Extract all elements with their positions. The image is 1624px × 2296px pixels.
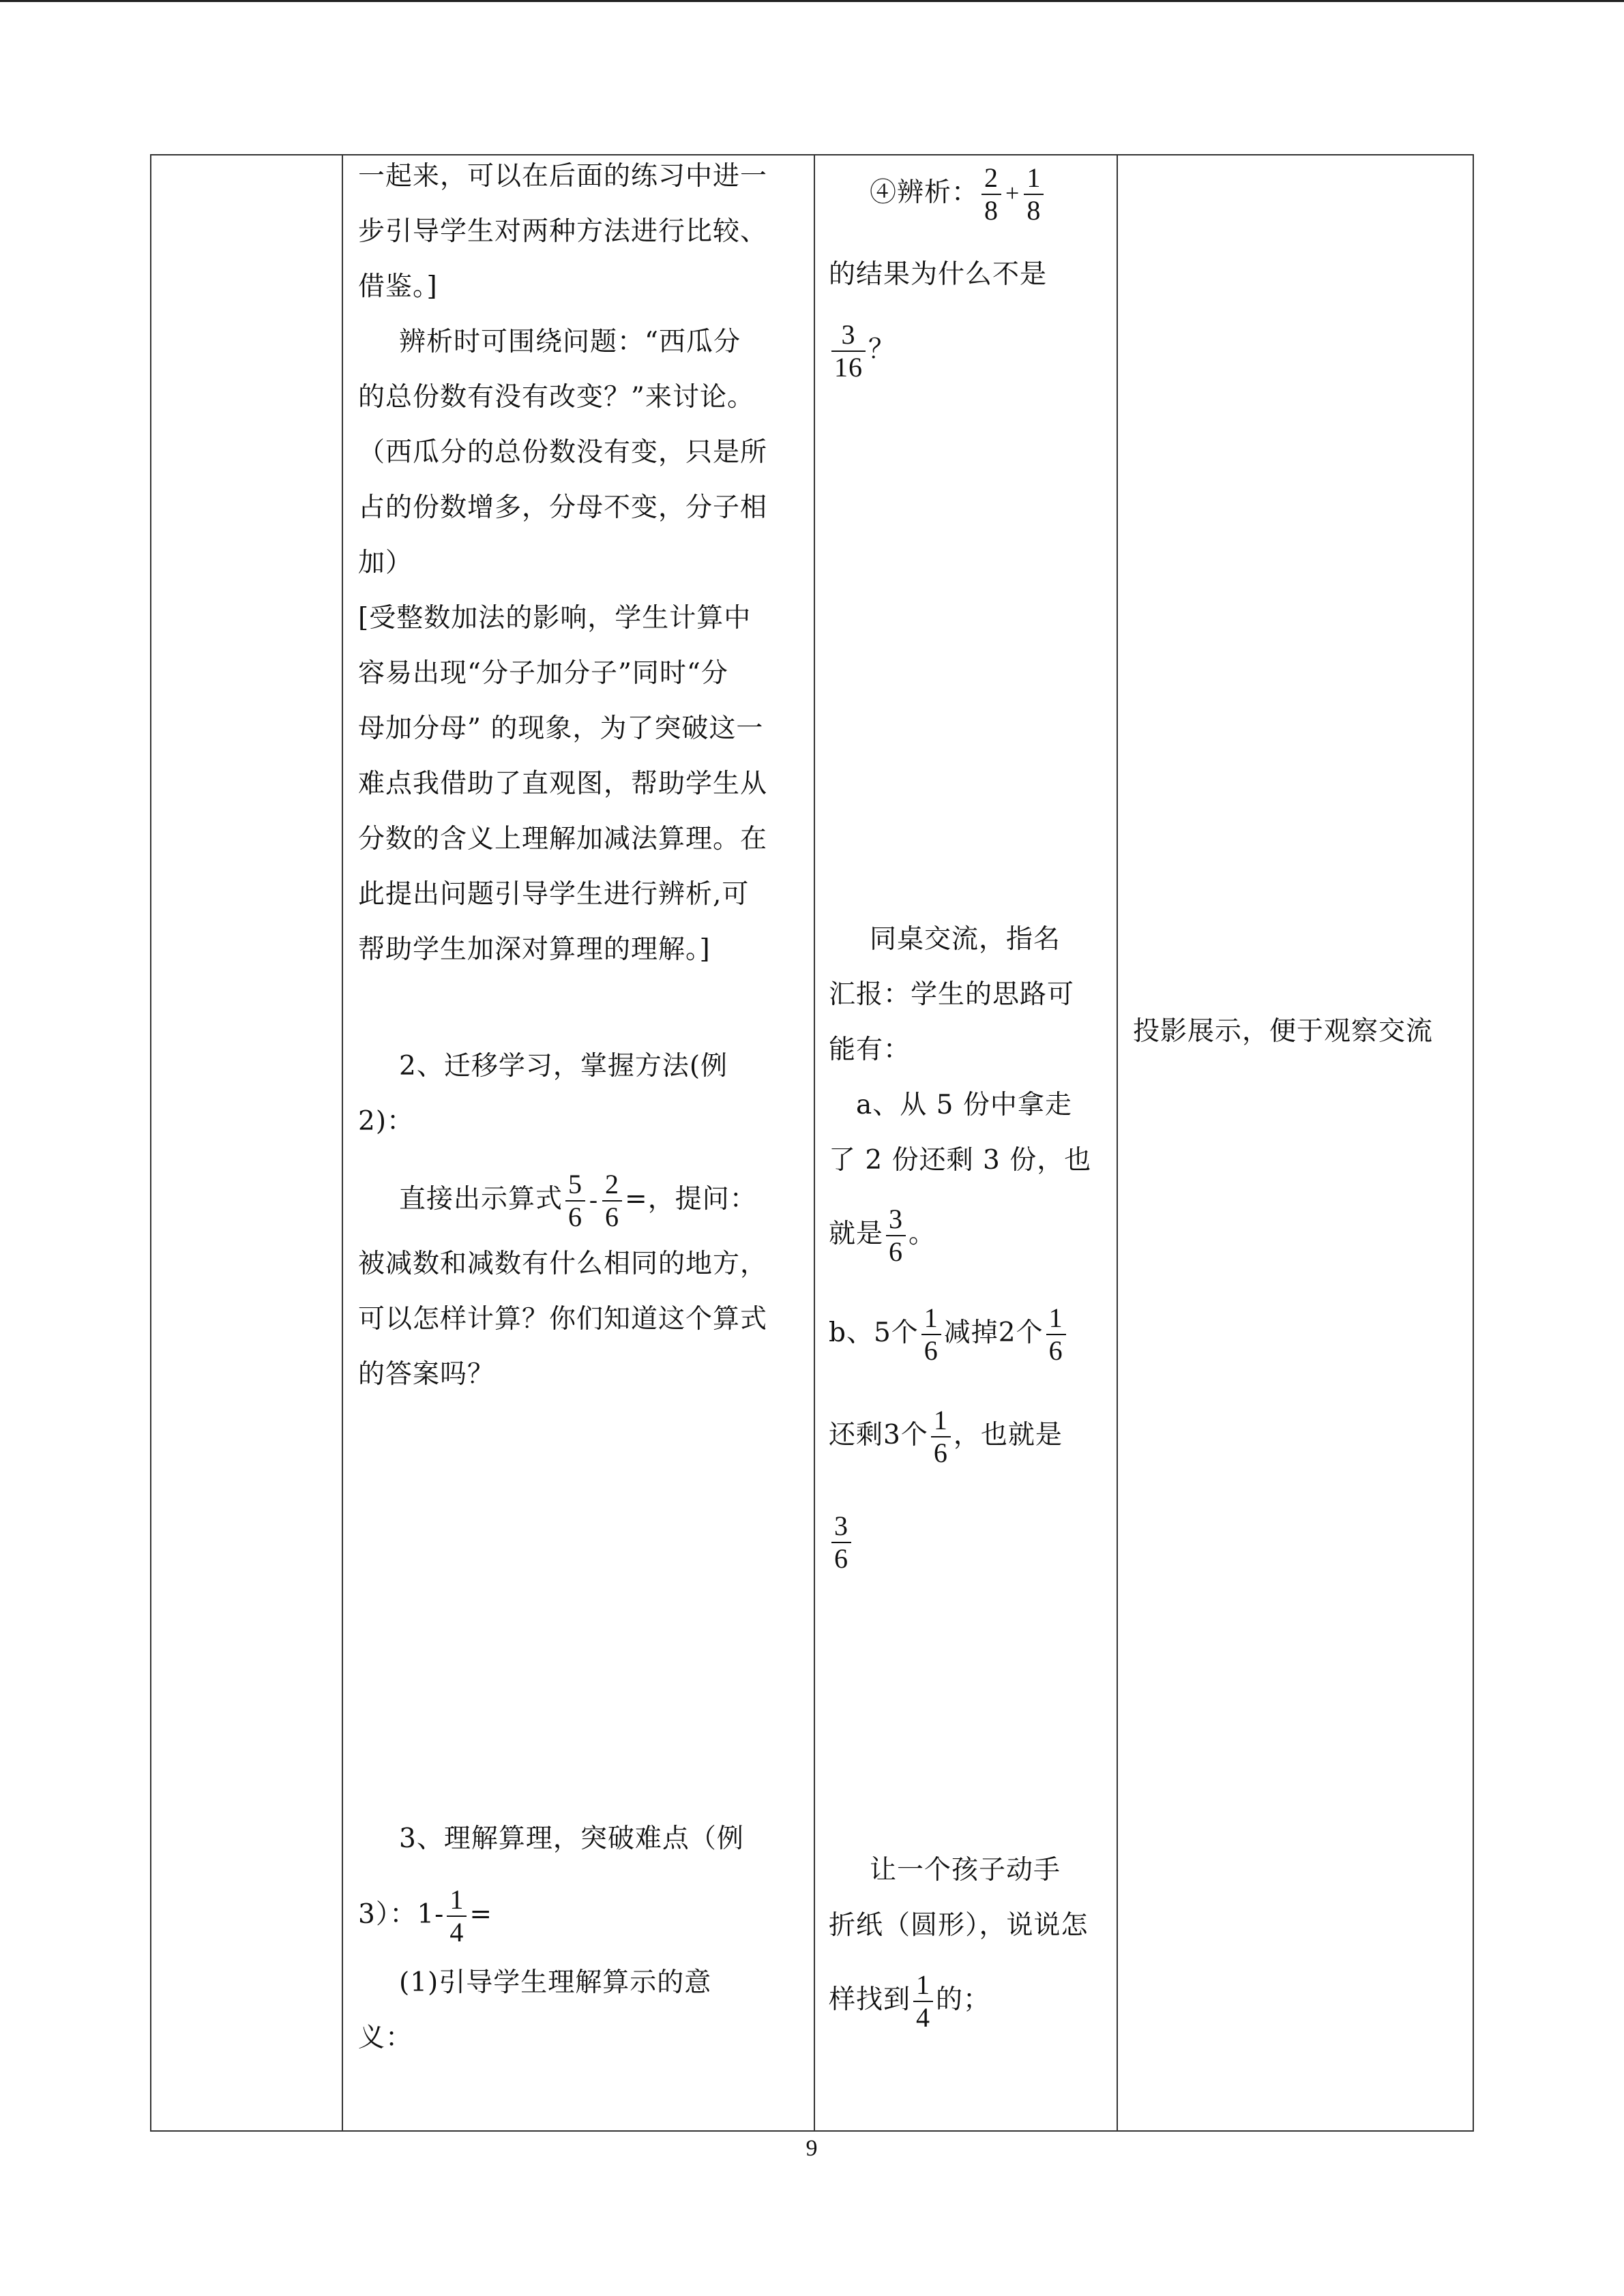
numerator: 2 (605, 1169, 620, 1199)
text-line: 可以怎样计算？你们知道这个算式 (358, 1304, 768, 1335)
text-line: 的答案吗？ (358, 1359, 495, 1390)
minus-sign: - (589, 1186, 599, 1213)
denominator: 6 (921, 1334, 941, 1367)
text-span: 减掉2个 (943, 1317, 1044, 1348)
numerator: 1 (1027, 162, 1042, 193)
top-border-line (0, 0, 1624, 2)
formula-line (829, 319, 896, 383)
denominator: 4 (447, 1915, 467, 1948)
denominator: 6 (886, 1235, 906, 1268)
fraction (831, 1510, 851, 1575)
text-line: 的总份数有没有改变？”来讨论。 (358, 382, 754, 413)
text-line: 让一个孩子动手 (870, 1855, 1061, 1885)
text-span: 样找到 (829, 1984, 911, 2015)
plus-sign: + (1005, 179, 1020, 207)
teacher-activity-cell (343, 155, 814, 2130)
numerator: 1 (916, 1969, 931, 2000)
denominator: 6 (831, 1542, 851, 1575)
text-line: 步引导学生对两种方法进行比较、 (358, 216, 768, 247)
text-line: 投影展示，便于观察交流 (1133, 1016, 1434, 1047)
fraction (1046, 1302, 1066, 1367)
formula-line (399, 1169, 757, 1233)
numerator: 1 (449, 1884, 464, 1915)
fraction (602, 1169, 622, 1233)
text-line: 容易出现“分子加分子”同时“分 (358, 658, 728, 689)
denominator: 8 (981, 194, 1001, 226)
formula-line (870, 162, 1046, 226)
text-line: 辨析时可围绕问题：“西瓜分 (399, 327, 741, 357)
formula-line (829, 1204, 936, 1268)
student-activity-cell (815, 155, 1117, 2130)
numerator: 1 (1048, 1302, 1063, 1333)
numerator: 1 (933, 1405, 948, 1435)
text-line: 的结果为什么不是 (829, 259, 1048, 290)
denominator: 8 (1024, 194, 1044, 226)
text-line: 同桌交流，指名 (870, 924, 1061, 955)
text-line: 被减数和减数有什么相同的地方， (358, 1249, 768, 1279)
text-line: 帮助学生加深对算理的理解。] (358, 934, 711, 965)
fraction (447, 1884, 467, 1948)
denominator: 4 (913, 2001, 933, 2033)
text-line: 难点我借助了直观图，帮助学生从 (358, 769, 768, 799)
section-heading: 2、迁移学习，掌握方法(例 (399, 1051, 728, 1082)
text-span: ④辨析： (870, 177, 979, 208)
numerator: 2 (984, 162, 999, 193)
numerator: 3 (841, 319, 856, 350)
text-line: 借鉴。] (358, 271, 438, 302)
text-line: (1)引导学生理解算示的意 (399, 1967, 712, 1998)
numerator: 5 (568, 1169, 583, 1199)
text-span: 直接出示算式 (399, 1184, 563, 1214)
denominator: 16 (831, 351, 866, 383)
fraction (565, 1169, 585, 1233)
denominator: 6 (1046, 1334, 1066, 1367)
text-line: 占的份数增多，分母不变，分子相 (358, 492, 768, 523)
text-span: 就是 (829, 1219, 884, 1249)
text-span: 还剩3个 (829, 1420, 928, 1450)
text-line: [受整数加法的影响，学生计算中 (358, 603, 752, 633)
formula-line (829, 1302, 1069, 1367)
text-span: 3）：1- (358, 1899, 445, 1930)
stage-column-cell (151, 155, 342, 2130)
text-span: = (469, 1899, 492, 1930)
fraction (886, 1204, 906, 1268)
text-line: 此提出问题引导学生进行辨析,可 (358, 879, 750, 910)
fraction (831, 319, 866, 383)
text-line: a、从 5 份中拿走 (856, 1090, 1072, 1120)
text-line: 一起来，可以在后面的练习中进一 (358, 161, 768, 192)
text-line: 分数的含义上理解加减法算理。在 (358, 824, 768, 854)
text-span: =，提问： (625, 1184, 757, 1214)
text-line: 加） (358, 548, 413, 578)
text-line: 义： (358, 2023, 413, 2053)
numerator: 1 (924, 1302, 939, 1333)
text-line: 了 2 份还剩 3 份，也 (829, 1145, 1092, 1176)
fraction (913, 1969, 933, 2033)
page-number: 9 (806, 2136, 818, 2161)
fraction (981, 162, 1001, 226)
text-line: 母加分母” 的现象，为了突破这一 (358, 713, 764, 744)
design-intent-cell (1118, 155, 1473, 2130)
fraction (921, 1302, 941, 1367)
fraction (931, 1405, 951, 1469)
text-line: 汇报：学生的思路可 (829, 979, 1075, 1010)
section-heading: 2)： (358, 1106, 415, 1137)
text-line: （西瓜分的总份数没有变，只是所 (358, 437, 768, 468)
formula-line (829, 1405, 1063, 1469)
fraction (1024, 162, 1044, 226)
formula-line (358, 1884, 492, 1948)
section-heading: 3、理解算理，突破难点（例 (399, 1823, 744, 1854)
text-span: b、5个 (829, 1317, 919, 1348)
text-span: 的； (936, 1984, 991, 2015)
denominator: 6 (565, 1200, 585, 1233)
text-span: ，也就是 (953, 1420, 1063, 1450)
text-span: 。 (909, 1219, 936, 1249)
question-mark: ？ (868, 334, 896, 365)
denominator: 6 (602, 1200, 622, 1233)
text-line: 能有： (829, 1034, 911, 1065)
formula-line (829, 1510, 854, 1575)
denominator: 6 (931, 1436, 951, 1469)
numerator: 3 (889, 1204, 904, 1234)
numerator: 3 (834, 1510, 848, 1541)
lesson-plan-table (150, 154, 1474, 2132)
text-line: 折纸（圆形），说说怎 (829, 1910, 1089, 1941)
formula-line (829, 1969, 990, 2033)
